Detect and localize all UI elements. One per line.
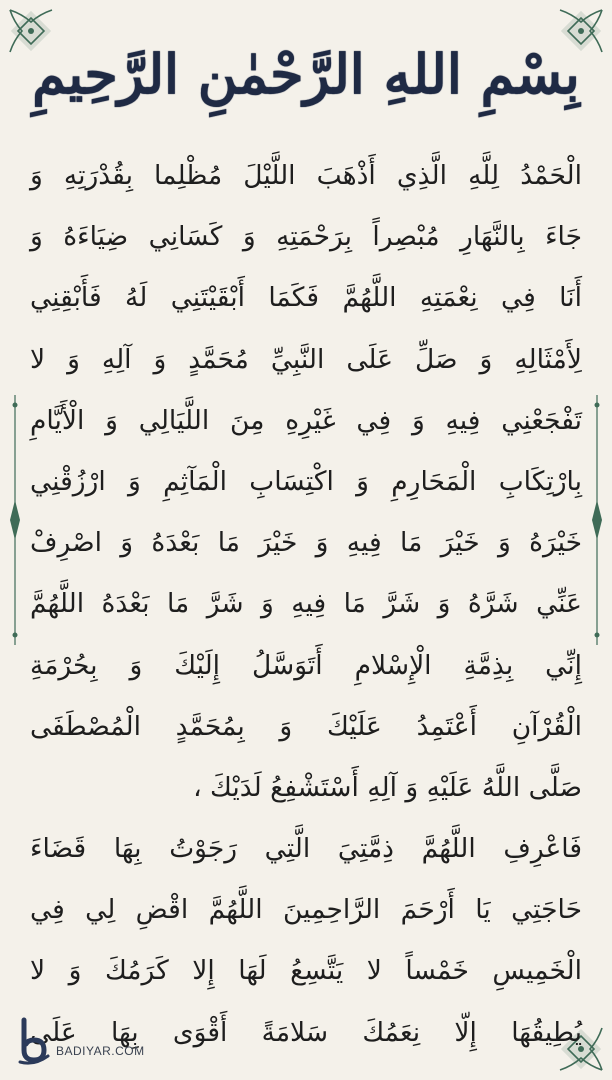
prayer-line: لِأَمْثَالِهِ وَ صَلِّ عَلَى النَّبِيِّ مُحَمَّدٍ وَ آلِهِ وَ لا (30, 343, 582, 375)
prayer-text (30, 145, 582, 1063)
prayer-line: إِنِّي بِذِمَّةِ الْإِسْلامِ أَتَوَسَّلُ إِلَيْكَ وَ بِحُرْمَةِ (30, 649, 582, 681)
prayer-line: الْحَمْدُ لِلَّهِ الَّذِي أَذْهَبَ اللَّيْلَ مُظْلِما بِقُدْرَتِهِ وَ (30, 160, 582, 191)
prayer-line: صَلَّى اللَّهُ عَلَيْهِ وَ آلِهِ أَسْتَشْفِعُ لَدَيْكَ ، (193, 771, 582, 803)
site-url: BADIYAR.COM (56, 1044, 145, 1058)
basmala-calligraphy (0, 24, 612, 124)
prayer-line: الْخَمِيسِ خَمْساً لا يَتَّسِعُ لَهَا إِلا كَرَمُكَ وَ لا (30, 955, 582, 987)
prayer-line: الْقُرْآنِ أَعْتَمِدُ عَلَيْكَ وَ بِمُحَمَّدٍ الْمُصْطَفَى (30, 710, 582, 742)
badiyar-logo-icon (14, 1016, 54, 1066)
prayer-line: يُطِيقُهَا إِلّا نِعَمُكَ سَلامَةً أَقْوَى بِهَا عَلَى (30, 1016, 582, 1048)
prayer-line: تَفْجَعْنِي فِيهِ وَ فِي غَيْرِهِ مِنَ اللَّيَالِي وَ الْأَيَّامِ (30, 404, 582, 436)
prayer-line: فَاعْرِفِ اللَّهُمَّ ذِمَّتِيَ الَّتِي رَجَوْتُ بِهَا قَضَاءَ (30, 833, 582, 865)
basmala-text: بِسْمِ اللهِ الرَّحْمٰنِ الرَّحِيمِ (32, 42, 580, 106)
prayer-line: جَاءَ بِالنَّهَارِ مُبْصِراً بِرَحْمَتِهِ وَ كَسَانِي ضِيَاءَهُ وَ (30, 221, 582, 253)
side-ornament-left (8, 395, 22, 645)
prayer-line: حَاجَتِي يَا أَرْحَمَ الرَّاحِمِينَ اللَّهُمَّ اقْضِ لِي فِي (30, 894, 582, 926)
prayer-line: عَنِّي شَرَّهُ وَ شَرَّ مَا فِيهِ وَ شَرَّ مَا بَعْدَهُ اللَّهُمَّ (30, 588, 582, 620)
side-ornament-right (590, 395, 604, 645)
prayer-line: بِارْتِكَابِ الْمَحَارِمِ وَ اكْتِسَابِ الْمَآثِمِ وَ ارْزُقْنِي (30, 465, 582, 497)
prayer-line: خَيْرَهُ وَ خَيْرَ مَا فِيهِ وَ خَيْرَ مَا بَعْدَهُ وَ اصْرِفْ (30, 527, 582, 559)
prayer-line: أَنَا فِي نِعْمَتِهِ اللَّهُمَّ فَكَمَا أَبْقَيْتَنِي لَهُ فَأَبْقِنِي (30, 282, 582, 314)
